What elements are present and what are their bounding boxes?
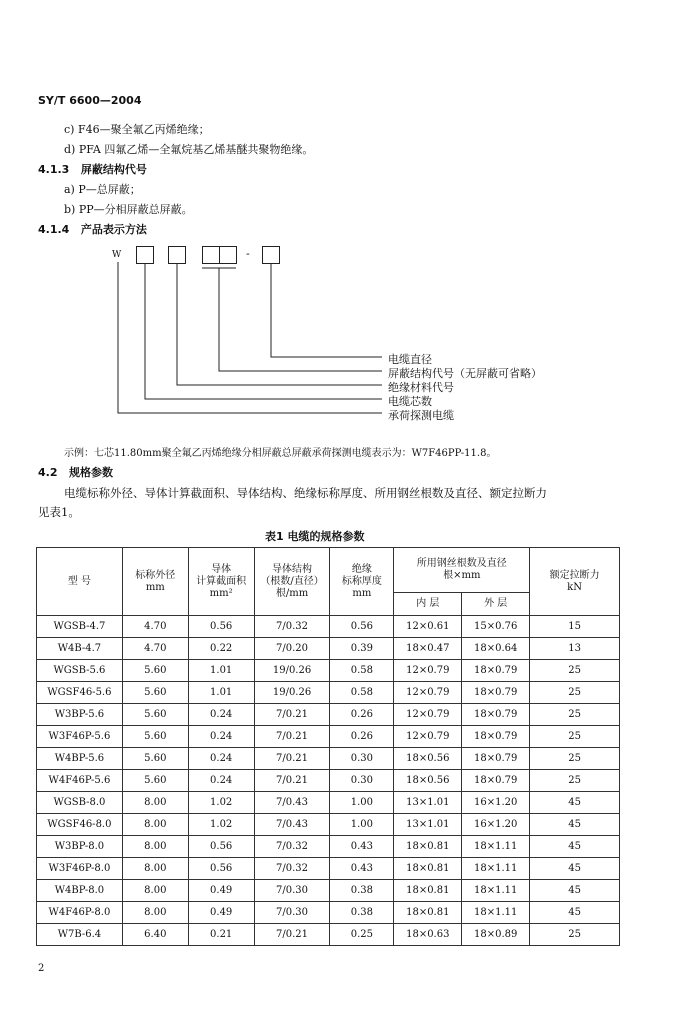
cell-outer: 18×1.11 — [462, 902, 530, 924]
header-cond-name: 导体结构 — [272, 563, 313, 575]
header-cond-name2: （根数/直径） — [260, 575, 324, 587]
header-conductor — [254, 548, 330, 616]
cell-force: 25 — [530, 770, 620, 792]
cell-model: WGSB-4.7 — [37, 616, 123, 638]
cell-od: 6.40 — [122, 924, 188, 946]
cell-area: 0.56 — [188, 836, 254, 858]
table-row — [37, 880, 620, 902]
cell-outer: 18×0.79 — [462, 660, 530, 682]
cell-model: W3F46P-8.0 — [37, 858, 123, 880]
header-model: 型 号 — [37, 548, 123, 616]
header-wire-name: 所用钢丝根数及直径 — [416, 558, 507, 569]
table-caption: 表1 电缆的规格参数 — [265, 530, 365, 543]
standard-header: SY/T 6600—2004 — [38, 94, 142, 107]
header-force-unit: kN — [567, 581, 582, 593]
cell-force: 25 — [530, 748, 620, 770]
table-row — [37, 638, 620, 660]
cell-area: 0.21 — [188, 924, 254, 946]
cell-force: 45 — [530, 814, 620, 836]
header-cond-unit: 根/mm — [275, 587, 309, 599]
cell-cond: 7/0.32 — [254, 858, 330, 880]
header-ins-name2: 标称厚度 — [341, 575, 382, 587]
table-row — [37, 748, 620, 770]
header-od-unit: mm — [145, 581, 165, 593]
cell-cond: 7/0.21 — [254, 748, 330, 770]
cell-od: 8.00 — [122, 858, 188, 880]
header-area-unit: mm² — [209, 587, 233, 599]
cell-ins: 1.00 — [330, 792, 394, 814]
cell-outer: 18×0.79 — [462, 682, 530, 704]
table-row — [37, 814, 620, 836]
cell-inner: 18×0.81 — [394, 880, 462, 902]
cell-force: 25 — [530, 726, 620, 748]
cell-od: 5.60 — [122, 770, 188, 792]
cell-ins: 1.00 — [330, 814, 394, 836]
cell-area: 0.56 — [188, 616, 254, 638]
section-number: 4.2 — [38, 466, 58, 479]
cell-cond: 19/0.26 — [254, 682, 330, 704]
cell-inner: 18×0.63 — [394, 924, 462, 946]
table-row — [37, 858, 620, 880]
cell-od: 5.60 — [122, 660, 188, 682]
cell-outer: 16×1.20 — [462, 814, 530, 836]
cell-area: 0.49 — [188, 880, 254, 902]
cell-od: 8.00 — [122, 880, 188, 902]
header-force-name: 额定拉断力 — [549, 569, 600, 581]
cell-ins: 0.38 — [330, 880, 394, 902]
diagram-prefix: W — [112, 250, 122, 260]
cell-od: 5.60 — [122, 704, 188, 726]
cell-ins: 0.25 — [330, 924, 394, 946]
cell-force: 45 — [530, 792, 620, 814]
cell-model: W4BP-5.6 — [37, 748, 123, 770]
cell-od: 5.60 — [122, 682, 188, 704]
cell-area: 0.22 — [188, 638, 254, 660]
cell-outer: 18×0.79 — [462, 770, 530, 792]
cell-model: W7B-6.4 — [37, 924, 123, 946]
cell-cond: 7/0.30 — [254, 880, 330, 902]
cell-area: 0.24 — [188, 726, 254, 748]
header-outer-diameter — [122, 548, 188, 616]
cell-od: 5.60 — [122, 748, 188, 770]
item-c: c) F46—聚全氟乙丙烯绝缘； — [64, 123, 210, 136]
cell-ins: 0.30 — [330, 770, 394, 792]
table-row — [37, 660, 620, 682]
cell-ins: 0.58 — [330, 660, 394, 682]
cell-ins: 0.26 — [330, 726, 394, 748]
cell-cond: 7/0.21 — [254, 924, 330, 946]
cell-model: WGSB-8.0 — [37, 792, 123, 814]
cell-force: 45 — [530, 880, 620, 902]
cell-inner: 12×0.79 — [394, 726, 462, 748]
item-a-p: a) P—总屏蔽； — [64, 183, 141, 196]
cell-model: W4F46P-5.6 — [37, 770, 123, 792]
header-area — [188, 548, 254, 616]
table-row — [37, 792, 620, 814]
cell-area: 0.24 — [188, 704, 254, 726]
cell-cond: 7/0.43 — [254, 814, 330, 836]
header-ins-name1: 绝缘 — [351, 563, 372, 575]
cell-cond: 7/0.21 — [254, 770, 330, 792]
cell-force: 15 — [530, 616, 620, 638]
cell-ins: 0.26 — [330, 704, 394, 726]
cell-model: W3BP-8.0 — [37, 836, 123, 858]
cell-area: 0.24 — [188, 770, 254, 792]
cell-model: W3BP-5.6 — [37, 704, 123, 726]
cell-model: WGSB-5.6 — [37, 660, 123, 682]
cell-cond: 7/0.32 — [254, 836, 330, 858]
header-area-name2: 计算截面积 — [196, 575, 247, 587]
header-area-name1: 导体 — [211, 563, 232, 575]
cell-outer: 16×1.20 — [462, 792, 530, 814]
example-text: 示例：七芯11.80mm聚全氟乙丙烯绝缘分相屏蔽总屏蔽承荷探测电缆表示为：W7F46PP-11.8。 — [64, 448, 497, 459]
cell-outer: 18×0.79 — [462, 726, 530, 748]
cell-force: 25 — [530, 682, 620, 704]
cell-area: 1.01 — [188, 660, 254, 682]
cell-inner: 13×1.01 — [394, 792, 462, 814]
cell-outer: 15×0.76 — [462, 616, 530, 638]
cell-model: WGSF46-5.6 — [37, 682, 123, 704]
cell-force: 25 — [530, 924, 620, 946]
table-row — [37, 836, 620, 858]
cell-cond: 7/0.32 — [254, 616, 330, 638]
cell-force: 13 — [530, 638, 620, 660]
section-title: 屏蔽结构代号 — [80, 163, 147, 176]
cell-ins: 0.56 — [330, 616, 394, 638]
cell-area: 0.49 — [188, 902, 254, 924]
header-breaking-force — [530, 548, 620, 616]
cell-od: 4.70 — [122, 638, 188, 660]
cell-outer: 18×0.79 — [462, 704, 530, 726]
diagram-leader-lines — [0, 0, 690, 420]
cell-inner: 18×0.81 — [394, 902, 462, 924]
item-b-pp: b) PP—分相屏蔽总屏蔽。 — [64, 203, 193, 216]
table-row — [37, 616, 620, 638]
cell-od: 8.00 — [122, 814, 188, 836]
cell-cond: 7/0.21 — [254, 704, 330, 726]
header-od-name: 标称外径 — [135, 569, 176, 581]
section-title: 规格参数 — [69, 466, 113, 479]
label-cable: 承荷探测电缆 — [388, 409, 454, 422]
section-title: 产品表示方法 — [80, 223, 147, 236]
cell-outer: 18×1.11 — [462, 836, 530, 858]
cell-area: 1.01 — [188, 682, 254, 704]
cell-model: WGSF46-8.0 — [37, 814, 123, 836]
cell-cond: 7/0.43 — [254, 792, 330, 814]
cell-model: W3F46P-5.6 — [37, 726, 123, 748]
cell-outer: 18×0.79 — [462, 748, 530, 770]
cell-inner: 12×0.79 — [394, 704, 462, 726]
cell-cond: 7/0.20 — [254, 638, 330, 660]
cell-area: 1.02 — [188, 792, 254, 814]
cell-inner: 18×0.81 — [394, 836, 462, 858]
spec-table — [36, 547, 620, 946]
cell-force: 25 — [530, 660, 620, 682]
section-4-2 — [38, 464, 113, 480]
table-row — [37, 770, 620, 792]
section-number: 4.1.3 — [38, 163, 70, 176]
header-wire-unit: 根×mm — [443, 570, 481, 581]
cell-od: 8.00 — [122, 902, 188, 924]
cell-inner: 13×1.01 — [394, 814, 462, 836]
cell-ins: 0.38 — [330, 902, 394, 924]
cell-model: W4F46P-8.0 — [37, 902, 123, 924]
cell-outer: 18×1.11 — [462, 880, 530, 902]
header-insulation — [330, 548, 394, 616]
table-row — [37, 726, 620, 748]
label-insulation: 绝缘材料代号 — [388, 381, 454, 394]
label-cores: 电缆芯数 — [388, 395, 432, 408]
cell-ins: 0.43 — [330, 858, 394, 880]
header-wire-outer: 外 层 — [462, 593, 530, 616]
cell-inner: 18×0.56 — [394, 770, 462, 792]
cell-od: 4.70 — [122, 616, 188, 638]
cell-inner: 12×0.79 — [394, 682, 462, 704]
cell-inner: 18×0.56 — [394, 748, 462, 770]
cell-model: W4BP-8.0 — [37, 880, 123, 902]
cell-od: 8.00 — [122, 836, 188, 858]
label-shield: 屏蔽结构代号（无屏蔽可省略） — [388, 367, 542, 380]
cell-inner: 18×0.47 — [394, 638, 462, 660]
cell-force: 45 — [530, 836, 620, 858]
cell-cond: 19/0.26 — [254, 660, 330, 682]
diagram-dash: - — [246, 247, 250, 260]
cell-inner: 12×0.61 — [394, 616, 462, 638]
cell-ins: 0.58 — [330, 682, 394, 704]
cell-outer: 18×1.11 — [462, 858, 530, 880]
cell-force: 45 — [530, 902, 620, 924]
label-diameter: 电缆直径 — [388, 353, 432, 366]
header-wire-inner: 内 层 — [394, 593, 462, 616]
cell-ins: 0.39 — [330, 638, 394, 660]
table-row — [37, 704, 620, 726]
header-steel-wire — [394, 548, 530, 593]
cell-model: W4B-4.7 — [37, 638, 123, 660]
cell-ins: 0.43 — [330, 836, 394, 858]
cell-force: 45 — [530, 858, 620, 880]
cell-inner: 18×0.81 — [394, 858, 462, 880]
cell-ins: 0.30 — [330, 748, 394, 770]
page-number: 2 — [38, 963, 45, 974]
cell-cond: 7/0.30 — [254, 902, 330, 924]
para-4-2-line1: 电缆标称外径、导体计算截面积、导体结构、绝缘标称厚度、所用钢丝根数及直径、额定拉断力 — [64, 486, 547, 500]
header-ins-unit: mm — [352, 587, 372, 599]
cell-area: 1.02 — [188, 814, 254, 836]
spec-table-body — [37, 616, 620, 946]
cell-force: 25 — [530, 704, 620, 726]
cell-inner: 12×0.79 — [394, 660, 462, 682]
table-row — [37, 902, 620, 924]
item-d: d) PFA 四氟乙烯—全氟烷基乙烯基醚共聚物绝缘。 — [64, 143, 314, 156]
cell-outer: 18×0.64 — [462, 638, 530, 660]
cell-outer: 18×0.89 — [462, 924, 530, 946]
table-row — [37, 682, 620, 704]
para-4-2-line2: 见表1。 — [38, 505, 80, 519]
cell-cond: 7/0.21 — [254, 726, 330, 748]
cell-od: 5.60 — [122, 726, 188, 748]
table-row — [37, 924, 620, 946]
cell-area: 0.24 — [188, 748, 254, 770]
cell-od: 8.00 — [122, 792, 188, 814]
section-number: 4.1.4 — [38, 223, 70, 236]
cell-area: 0.56 — [188, 858, 254, 880]
